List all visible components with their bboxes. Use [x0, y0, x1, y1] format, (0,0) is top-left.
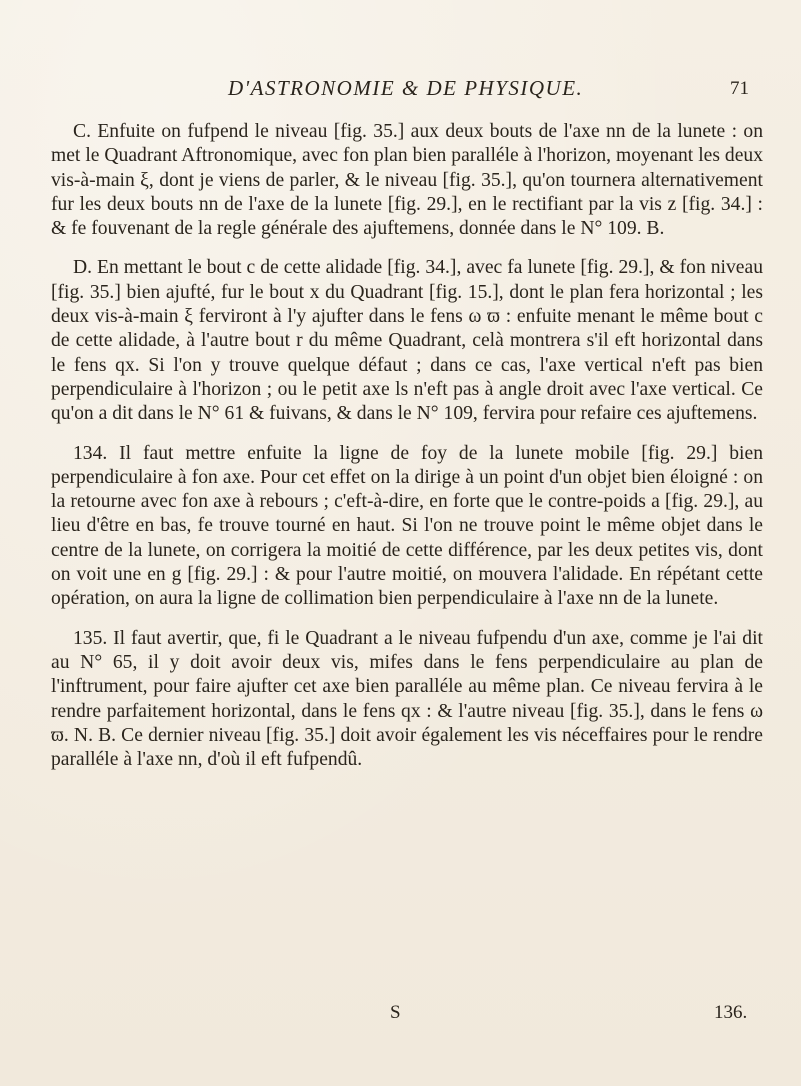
running-head	[228, 76, 749, 108]
page-number: 71	[730, 78, 749, 99]
page-footer	[0, 1002, 801, 1030]
body-text	[51, 120, 763, 772]
signature-mark: S	[390, 1002, 401, 1023]
running-title: D'ASTRONOMIE & DE PHYSIQUE.	[228, 76, 584, 100]
paragraph-135: 135. Il faut avertir, que, fi le Quadrant a le niveau fufpendu d'un axe, comme je l'ai dit au N° 65, il y doit avoir deux vis, mifes dans le fens perpendiculaire au plan de l'inftrument, pour faire ajufter cet axe bien paralléle au même plan. Ce niveau fervira à le rendre parfaitement horizontal, dans le fens qx : & l'autre niveau [fig. 35.], dans le fens ω ϖ. N. B. Ce dernier niveau [fig. 35.] doit avoir également les vis néceffaires pour le rendre paralléle à l'axe nn, d'où il eft fufpendû.	[51, 627, 763, 771]
paragraph-c: C. Enfuite on fufpend le niveau [fig. 35.] aux deux bouts de l'axe nn de la lunete : on met le Quadrant Aftronomique, avec fon plan bien paralléle à l'horizon, moyenant les deux vis-à-main ξ, dont je viens de parler, & le niveau [fig. 35.], qu'on tournera alternativement fur les deux bouts nn de l'axe de la lunete [fig. 29.], en le rectifiant par la vis z [fig. 34.] : & fe fouvenant de la regle générale des ajuftemens, donnée dans le N° 109. B.	[51, 121, 763, 240]
paragraph-134: 134. Il faut mettre enfuite la ligne de foy de la lunete mobile [fig. 29.] bien perpendiculaire à fon axe. Pour cet effet on la dirige à un point d'un objet bien éloigné : on la retourne avec fon axe à rebours ; c'eft-à-dire, en forte que le contre-poids a [fig. 29.], au lieu d'être en bas, fe trouve tourné en haut. Si l'on ne trouve point le même objet dans le centre de la lunete, on corrigera la moitié de cette différence, par les deux petites vis, dont on voit une en g [fig. 29.] : & pour l'autre moitié, on mouvera l'alidade. En répétant cette opération, on aura la ligne de collimation bien perpendiculaire à l'axe nn de la lunete.	[51, 442, 763, 610]
paragraph-d: D. En mettant le bout c de cette alidade [fig. 34.], avec fa lunete [fig. 29.], & fon niveau [fig. 35.] bien ajufté, fur le bout x du Quadrant [fig. 15.], dont le plan fera horizontal ; les deux vis-à-main ξ ferviront à l'y ajufter dans le fens ω ϖ : enfuite menant le même bout c de cette alidade, à l'autre bout r du même Quadrant, celà montrera s'il eft horizontal dans le fens qx. Si l'on y trouve quelque défaut ; dans ce cas, l'axe vertical n'eft pas bien perpendiculaire à l'horizon ; ou le petit axe ls n'eft pas à angle droit avec l'axe vertical. Ce qu'on a dit dans le N° 61 & fuivans, & dans le N° 109, fervira pour refaire ces ajuftemens.	[51, 257, 763, 425]
catchword: 136.	[714, 1002, 748, 1023]
